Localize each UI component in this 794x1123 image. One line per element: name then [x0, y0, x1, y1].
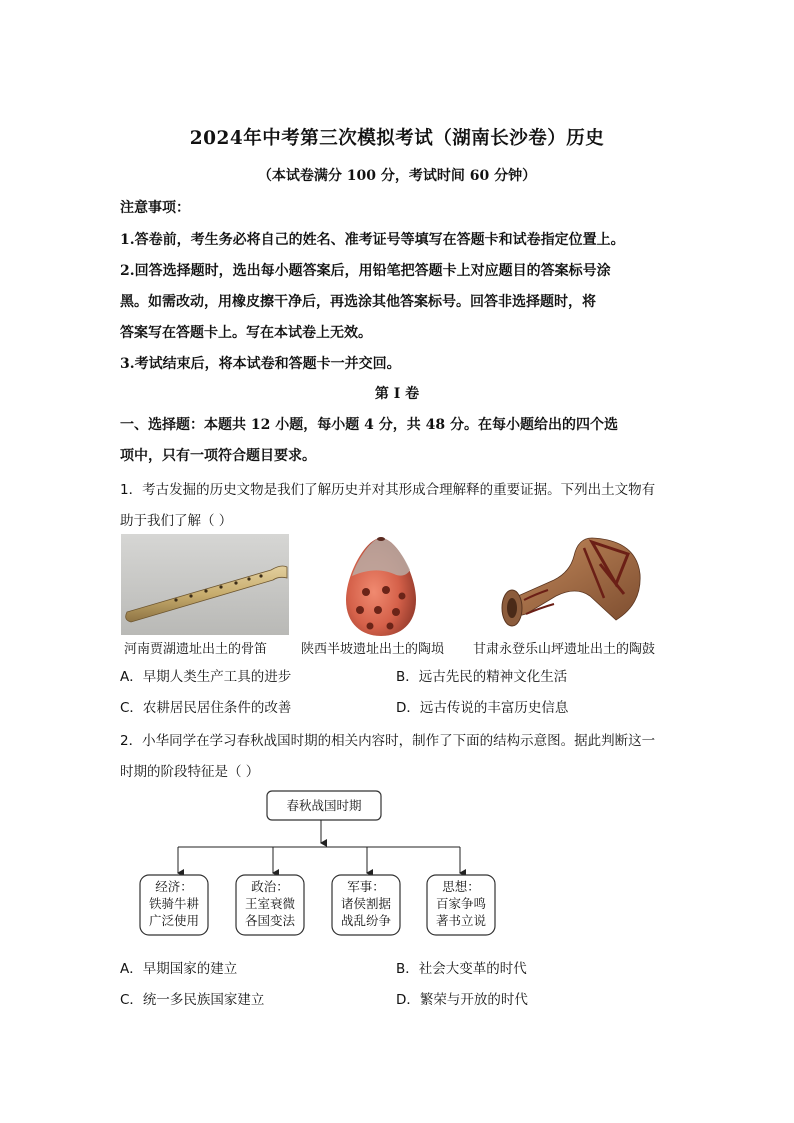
notice-line: 1.答卷前，考生务必将自己的姓名、准考证号等填写在答题卡和试卷指定位置上。 — [120, 232, 625, 248]
diagram-node-label: 王室衰微 — [244, 896, 296, 911]
volume-heading: 第 I 卷 — [374, 386, 420, 402]
option-a: A．早期人类生产工具的进步 — [120, 669, 292, 685]
question-1-text: 1．考古发掘的历史文物是我们了解历史并对其形成合理解释的重要证据。下列出土文物有 — [120, 482, 656, 498]
question-2-text: 时期的阶段特征是（ ） — [120, 764, 260, 780]
structure-diagram — [130, 785, 510, 945]
pottery-xun-image — [336, 534, 426, 638]
exam-subtitle: （本试卷满分 100 分，考试时间 60 分钟） — [257, 168, 537, 184]
notice-line: 答案写在答题卡上。写在本试卷上无效。 — [120, 325, 372, 341]
option-a: A．早期国家的建立 — [120, 961, 238, 977]
image-caption: 河南贾湖遗址出土的骨笛 — [124, 642, 268, 657]
question-1-text: 助于我们了解（ ） — [120, 513, 233, 529]
option-d: D．远古传说的丰富历史信息 — [396, 700, 569, 716]
question-2-text: 2．小华同学在学习春秋战国时期的相关内容时，制作了下面的结构示意图。据此判断这一 — [120, 733, 656, 749]
notice-heading: 注意事项： — [120, 200, 190, 216]
diagram-node-label: 政治： — [251, 879, 289, 894]
diagram-node-label: 诸侯割据 — [340, 896, 392, 911]
option-d: D．繁荣与开放的时代 — [396, 992, 528, 1008]
diagram-node-label: 战乱纷争 — [340, 913, 392, 928]
bone-flute-image — [121, 534, 289, 635]
diagram-node-label: 军事： — [347, 879, 385, 894]
diagram-node-label: 广泛使用 — [148, 913, 200, 928]
pottery-drum-image — [496, 534, 642, 638]
diagram-node-label: 著书立说 — [435, 913, 487, 928]
option-b: B．社会大变革的时代 — [396, 961, 527, 977]
image-caption: 陕西半坡遗址出土的陶埙 — [301, 642, 445, 657]
section-heading: 一、选择题：本题共 12 小题，每小题 4 分，共 48 分。在每小题给出的四个选 — [120, 417, 618, 433]
notice-line: 2.回答选择题时，选出每小题答案后，用铅笔把答题卡上对应题目的答案标号涂 — [120, 263, 611, 279]
image-caption: 甘肃永登乐山坪遗址出土的陶鼓 — [473, 642, 656, 657]
option-c: C．农耕居民居住条件的改善 — [120, 700, 292, 716]
section-heading: 项中，只有一项符合题目要求。 — [120, 448, 316, 464]
diagram-node-label: 各国变法 — [244, 913, 296, 928]
option-c: C．统一多民族国家建立 — [120, 992, 265, 1008]
diagram-node-label: 经济： — [155, 879, 193, 894]
notice-line: 3.考试结束后，将本试卷和答题卡一并交回。 — [120, 356, 401, 372]
page-title: 2024年中考第三次模拟考试（湖南长沙卷）历史 — [189, 128, 605, 149]
diagram-root-label: 春秋战国时期 — [286, 798, 362, 813]
diagram-node-label: 思想： — [442, 879, 480, 894]
notice-line: 黑。如需改动，用橡皮擦干净后，再选涂其他答案标号。回答非选择题时，将 — [120, 294, 596, 310]
diagram-node-label: 百家争鸣 — [435, 896, 487, 911]
diagram-node-label: 铁骑牛耕 — [148, 896, 200, 911]
option-b: B．远古先民的精神文化生活 — [396, 669, 568, 685]
